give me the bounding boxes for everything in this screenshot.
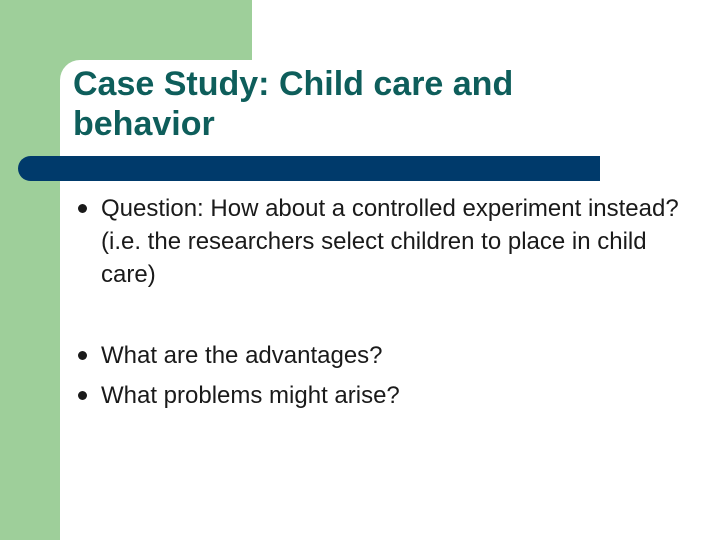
- bullet-item-advantages: [74, 339, 694, 372]
- bullet-item-question: [74, 192, 694, 291]
- bullet-dot-icon: [78, 351, 87, 360]
- slide-title-line-1: Case Study: Child care and: [73, 65, 514, 103]
- bullet-dot-icon: [78, 391, 87, 400]
- bullet-text: What are the advantages?: [101, 342, 383, 369]
- title-divider-bar: [18, 156, 600, 181]
- bullet-list: [74, 192, 694, 412]
- bullet-dot-icon: [78, 204, 87, 213]
- bullet-text: What problems might arise?: [101, 382, 400, 409]
- slide-title: [73, 64, 633, 144]
- bullet-item-problems: [74, 379, 694, 412]
- slide-title-line-2: behavior: [73, 105, 215, 143]
- bullet-text: Question: How about a controlled experiment instead? (i.e. the researchers select children to place in child care): [101, 195, 679, 288]
